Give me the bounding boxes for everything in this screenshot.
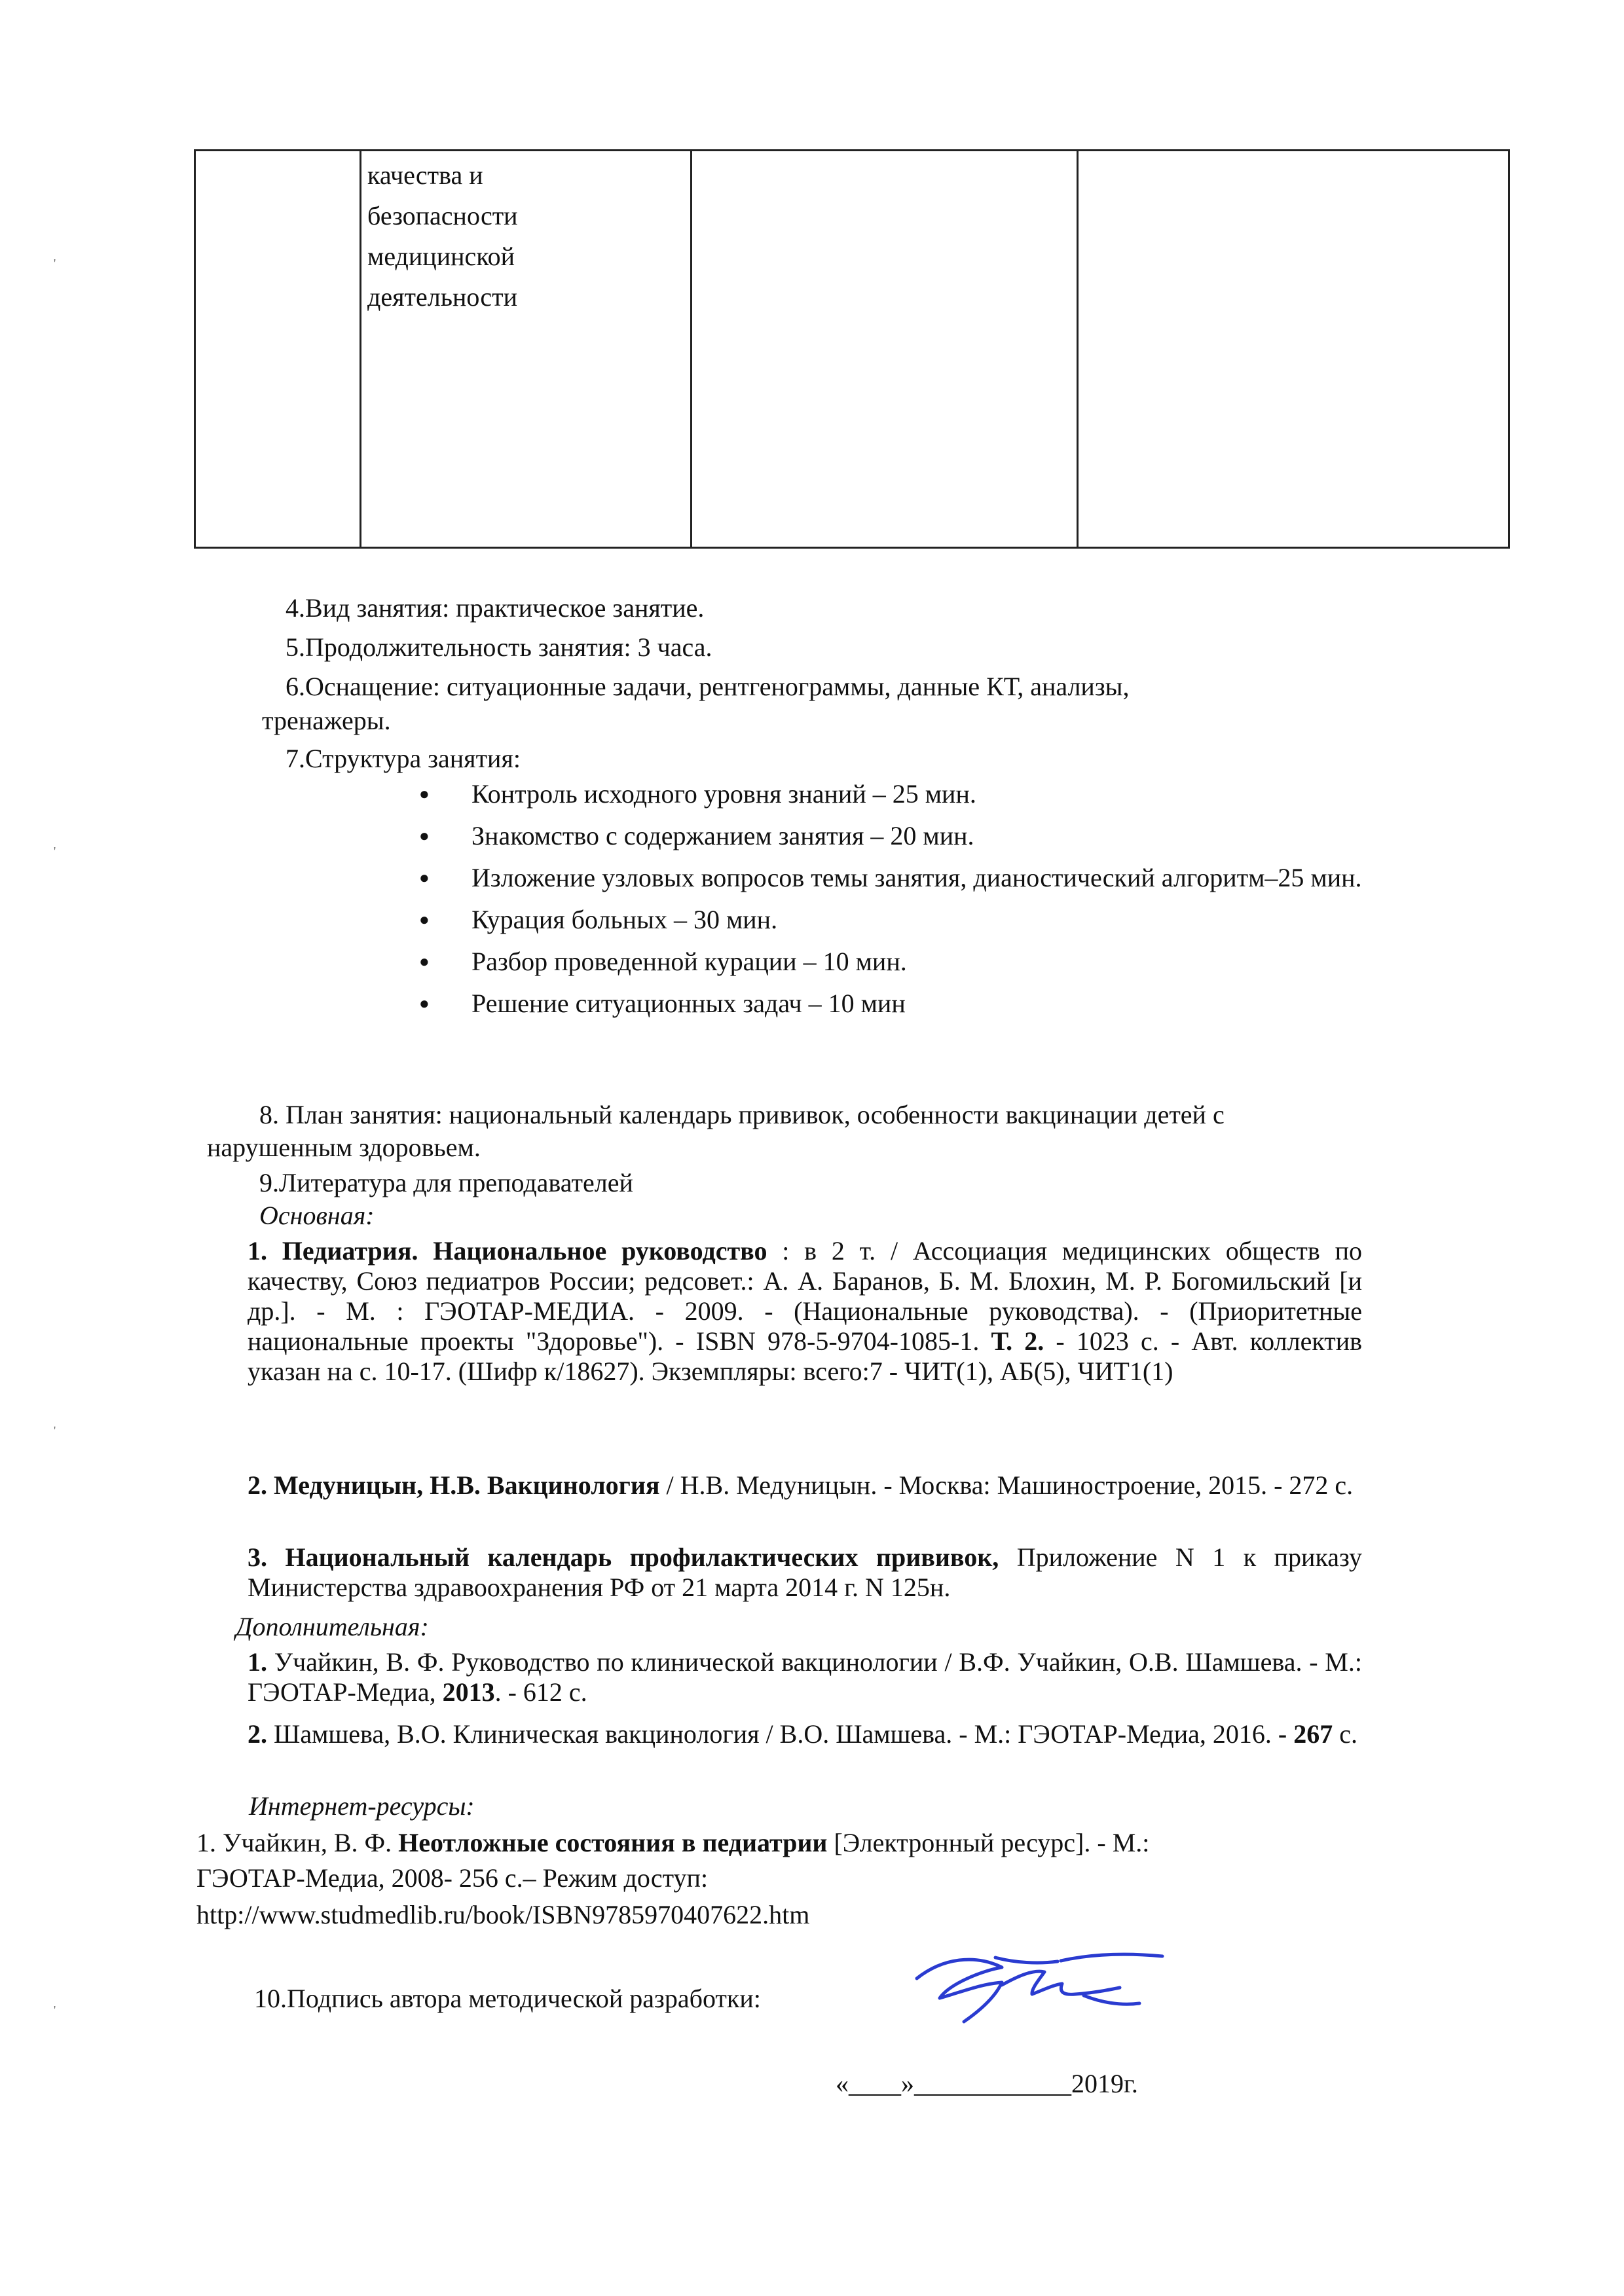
- item-7: 7.Структура занятия:: [286, 744, 521, 773]
- item-5: 5.Продолжительность занятия: 3 часа.: [286, 632, 712, 662]
- structure-item: ● Знакомство с содержанием занятия – 20 мин.: [419, 821, 1480, 851]
- main-literature-label: Основная:: [259, 1201, 375, 1230]
- table-column-divider: [1077, 151, 1079, 547]
- reference-text: 1. Учайкин, В. Ф.: [196, 1828, 399, 1857]
- literature-heading: 9.Литература для преподавателей: [259, 1168, 633, 1197]
- internet-resources-label: Интернет-ресурсы:: [249, 1791, 475, 1821]
- reference-main-1: [248, 1236, 1362, 1387]
- reference-title: 1. Педиатрия. Национальное руководство: [248, 1236, 767, 1266]
- internet-ref-line2: ГЭОТАР-Медиа, 2008- 256 с.– Режим доступ:: [196, 1863, 709, 1893]
- reference-text: Приложение N 1 к приказу Министерства здравоохранения РФ от 21 марта 2014 г. N 125н.: [248, 1542, 1362, 1602]
- scan-speck: ': [54, 1424, 56, 1437]
- scan-speck: ': [54, 2003, 56, 2016]
- plan-line2: нарушенным здоровьем.: [207, 1133, 481, 1162]
- signature-date: «____»____________2019г.: [836, 2069, 1138, 2098]
- cell-line: качества и: [367, 160, 483, 190]
- reference-main-2: [248, 1470, 1362, 1501]
- item-4: 4.Вид занятия: практическое занятие.: [286, 593, 705, 623]
- reference-pages: - 267: [1278, 1719, 1333, 1749]
- reference-volume: Т. 2.: [991, 1326, 1044, 1356]
- reference-text: - 1023 с. - Авт. коллектив указан на с. 10-17. (Шифр к/18627). Экземпляры: всего:7 - ЧИТ(1), АБ(5), ЧИТ1(1): [248, 1326, 1363, 1386]
- plan-line1: 8. План занятия: национальный календарь прививок, особенности вакцинации детей с: [259, 1100, 1225, 1129]
- reference-number: 1.: [248, 1647, 267, 1677]
- reference-main-3: [248, 1542, 1362, 1603]
- reference-text: : в 2 т. / Ассоциация медицинских обществ по качеству, Союз педиатров России; редсовет.: А. А. Баранов, Б. М. Блохин, М. Р. Богомильский [и др.]. - М. : ГЭОТАР-МЕДИА. - 2009. - (Национальные руководства). - (Приоритетные национальные проекты "Здоровье"). - ISBN 978-5-9704-1085-1.: [248, 1236, 1362, 1356]
- internet-ref-line1: [196, 1828, 1149, 1858]
- reference-title: Неотложные состояния в педиатрии: [398, 1828, 828, 1857]
- extra-literature-label: Дополнительная:: [236, 1612, 429, 1641]
- internet-ref-url[interactable]: http://www.studmedlib.ru/book/ISBN9785970407622.htm: [196, 1900, 810, 1929]
- continuation-table: [194, 149, 1510, 549]
- reference-title: 2. Медуницын, Н.В. Вакцинология: [248, 1470, 660, 1500]
- table-column-divider: [360, 151, 361, 547]
- scan-speck: ': [54, 257, 56, 270]
- table-cell-text: [367, 155, 518, 318]
- signature-label: 10.Подпись автора методической разработки:: [254, 1984, 761, 2013]
- reference-year: 2013: [442, 1677, 495, 1707]
- structure-item: ● Решение ситуационных задач – 10 мин: [419, 989, 1480, 1019]
- reference-title: 3. Национальный календарь профилактических прививок,: [248, 1542, 999, 1572]
- reference-text: . - 612 с.: [494, 1677, 587, 1707]
- structure-item: ● Разбор проведенной курации – 10 мин.: [419, 947, 1480, 977]
- item-6-line1: 6.Оснащение: ситуационные задачи, рентгенограммы, данные КТ, анализы,: [286, 672, 1130, 701]
- structure-list: [419, 779, 1480, 1030]
- item-6-line2: тренажеры.: [262, 706, 391, 735]
- structure-item: ● Контроль исходного уровня знаний – 25 мин.: [419, 779, 1480, 809]
- reference-number: 2.: [248, 1719, 267, 1749]
- reference-text: / Н.В. Медуницын. - Москва: Машиностроение, 2015. - 272 с.: [659, 1470, 1354, 1500]
- structure-item: ● Изложение узловых вопросов темы занятия, дианостический алгоритм–25 мин.: [419, 863, 1480, 893]
- reference-text: Шамшева, В.О. Клиническая вакцинология / В.О. Шамшева. - М.: ГЭОТАР-Медиа, 2016.: [267, 1719, 1278, 1749]
- reference-extra-1: [248, 1647, 1362, 1707]
- handwritten-signature: [904, 1938, 1179, 2036]
- reference-extra-2: [248, 1719, 1362, 1749]
- cell-line: безопасности: [367, 201, 518, 230]
- structure-item: ● Курация больных – 30 мин.: [419, 905, 1480, 935]
- cell-line: медицинской: [367, 242, 515, 271]
- reference-text: с.: [1333, 1719, 1357, 1749]
- reference-text: Учайкин, В. Ф. Руководство по клинической вакцинологии / В.Ф. Учайкин, О.В. Шамшева. - М.: ГЭОТАР-Медиа,: [248, 1647, 1362, 1707]
- cell-line: деятельности: [367, 282, 517, 312]
- reference-text: [Электронный ресурс]. - М.:: [827, 1828, 1150, 1857]
- scan-speck: ': [54, 845, 56, 858]
- table-column-divider: [690, 151, 692, 547]
